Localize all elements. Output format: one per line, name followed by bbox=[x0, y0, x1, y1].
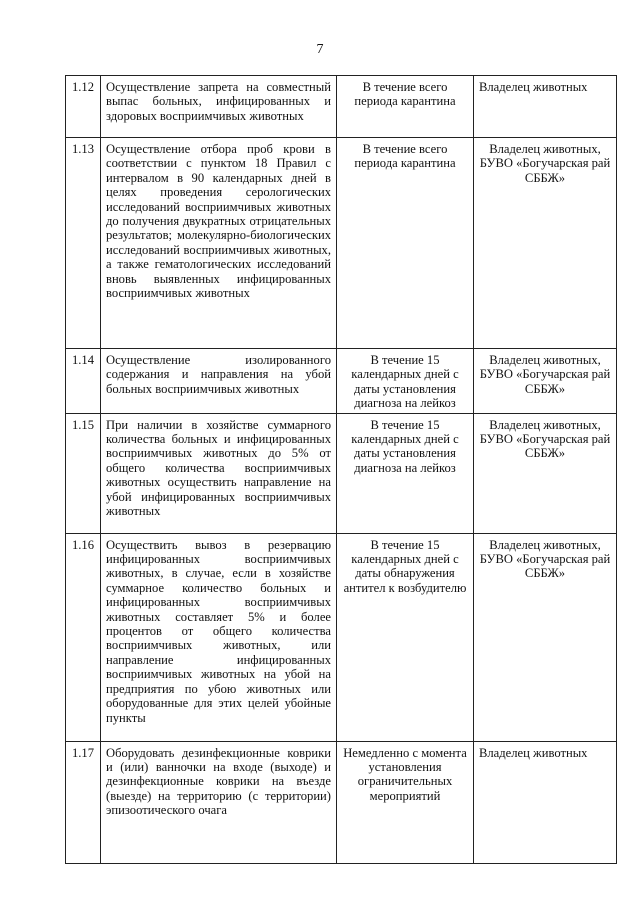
row-term: В течение 15 календарных дней с даты установления диагноза на лейкоз bbox=[337, 413, 474, 533]
row-responsible: Владелец животных, БУВО «Богучарская рай СББЖ» bbox=[474, 533, 617, 741]
row-number: 1.15 bbox=[66, 413, 101, 533]
measures-table bbox=[65, 75, 617, 864]
table-row bbox=[66, 413, 617, 533]
row-action: При наличии в хозяйстве суммарного количества больных и инфицированных восприимчивых животных до 5% от общего количества восприимчивых животных осуществить направление на убой инфицированных восприимчивых животных bbox=[101, 413, 337, 533]
row-responsible: Владелец животных, БУВО «Богучарская рай СББЖ» bbox=[474, 413, 617, 533]
row-responsible: Владелец животных, БУВО «Богучарская рай СББЖ» bbox=[474, 349, 617, 414]
row-responsible: Владелец животных, БУВО «Богучарская рай СББЖ» bbox=[474, 138, 617, 349]
row-term: В течение 15 календарных дней с даты установления диагноза на лейкоз bbox=[337, 349, 474, 414]
row-term: Немедленно с момента установления ограничительных мероприятий bbox=[337, 741, 474, 863]
row-term: В течение всего периода карантина bbox=[337, 76, 474, 138]
row-number: 1.16 bbox=[66, 533, 101, 741]
row-action: Оборудовать дезинфекционные коврики и (или) ванночки на входе (выходе) и дезинфекционные коврики на въезде (выезде) на территорию (с территории) эпизоотического очага bbox=[101, 741, 337, 863]
table-row bbox=[66, 741, 617, 863]
table-row bbox=[66, 138, 617, 349]
row-responsible: Владелец животных bbox=[474, 741, 617, 863]
row-responsible: Владелец животных bbox=[474, 76, 617, 138]
table-row bbox=[66, 533, 617, 741]
table-row bbox=[66, 349, 617, 414]
row-number: 1.12 bbox=[66, 76, 101, 138]
row-action: Осуществление запрета на совместный выпас больных, инфицированных и здоровых восприимчивых животных bbox=[101, 76, 337, 138]
row-number: 1.14 bbox=[66, 349, 101, 414]
row-term: В течение 15 календарных дней с даты обнаружения антител к возбудителю bbox=[337, 533, 474, 741]
row-number: 1.17 bbox=[66, 741, 101, 863]
row-term: В течение всего периода карантина bbox=[337, 138, 474, 349]
table-row bbox=[66, 76, 617, 138]
row-action: Осуществить вывоз в резервацию инфицированных восприимчивых животных, в случае, если в хозяйстве суммарное количество больных и инфицированных восприимчивых животных составляет 5% и более процентов от общего количества восприимчивых животных, или направление инфицированных восприимчивых животных на убой на предприятия по убою животных или оборудованные для этих целей убойные пункты bbox=[101, 533, 337, 741]
row-action: Осуществление изолированного содержания и направления на убой больных восприимчивых животных bbox=[101, 349, 337, 414]
row-action: Осуществление отбора проб крови в соответствии с пунктом 18 Правил с интервалом в 90 календарных дней в целях проведения серологических исследований восприимчивых животных до получения двукратных отрицательных результатов; молекулярно-биологических исследований восприимчивых животных, а также гематологических исследований вновь выявленных инфицированных восприимчивых животных bbox=[101, 138, 337, 349]
page-number: 7 bbox=[316, 42, 324, 57]
row-number: 1.13 bbox=[66, 138, 101, 349]
